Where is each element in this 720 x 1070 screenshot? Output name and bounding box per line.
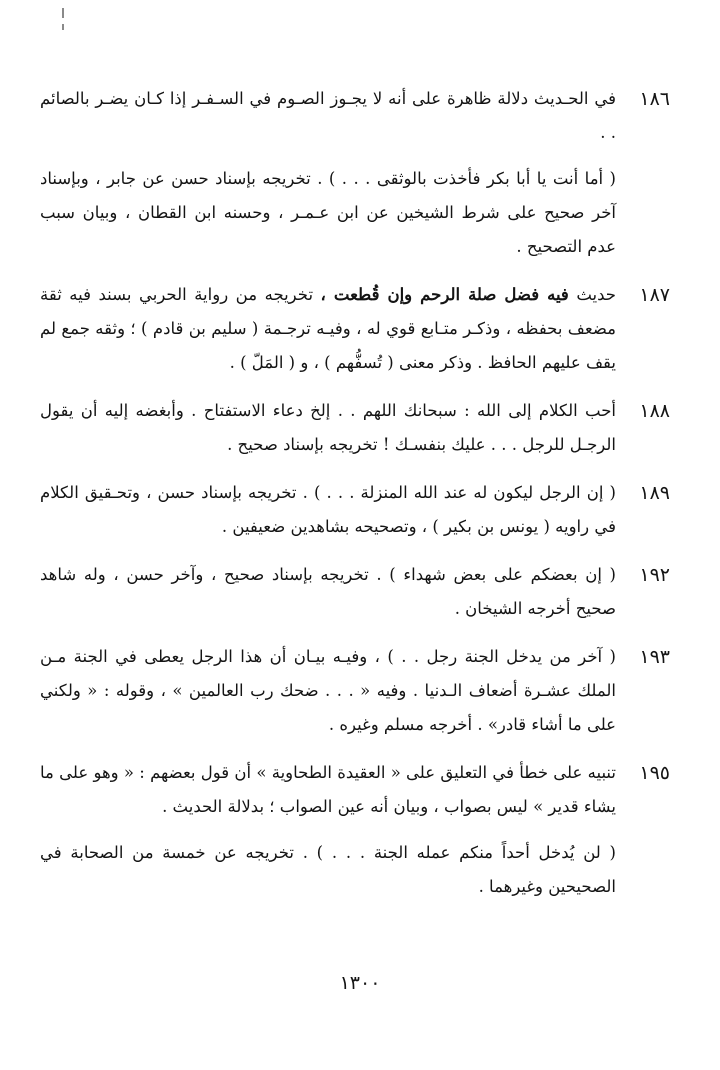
entry-number: ١٩٢ [639, 564, 670, 586]
index-entry [40, 82, 672, 264]
entry-number: ١٨٦ [639, 88, 670, 110]
entry-body [40, 82, 616, 264]
entry-body [40, 394, 616, 462]
entry-text: حديث [568, 285, 616, 304]
entry-body [40, 640, 616, 742]
entry-text: تنبيه على خطأ في التعليق على « العقيدة الطحاوية » أن قول بعضهم : « وهو على ما يشاء قدير » ليس بصواب ، وبيان أنه عين الصواب ؛ بدلالة الحديث . [40, 763, 616, 816]
entry-number: ١٩٥ [639, 762, 670, 784]
entry-paragraph [40, 162, 616, 264]
entry-text: تخريجه من رواية الحربي بسند فيه ثقة مضعف بحفظه ، وذكـر متـابع قوي له ، وفيـه ترجـمة ( سليم بن قادم ) ؛ وثقه جمع لم يقف عليهم الحافظ . وذكر معنى ( تُسفُّهم ) ، و ( المَلّ ) . [40, 285, 616, 372]
scan-mark [62, 24, 64, 30]
entry-body [40, 756, 616, 904]
entry-text: ( آخر من يدخل الجنة رجل . . ) ، وفيـه بيـان أن هذا الرجل يعطى في الجنة مـن الملك عشـرة أضعاف الـدنيا . وفيه « . . . ضحك رب العالمين » ، وقوله : « ولكني على ما أشاء قادر» . أخرجه مسلم وغيره . [40, 647, 616, 734]
entry-text: ( أما أنت يا أبا بكر فأخذت بالوثقى . . . ) . تخريجه بإسناد حسن عن جابر ، وبإسناد آخر صحيح على شرط الشيخين عن ابن عـمـر ، وحسنه ابن القطان ، وبيان سبب عدم التصحيح . [40, 169, 616, 256]
index-entry [40, 640, 672, 742]
index-entry [40, 278, 672, 380]
entry-text: ( لن يُدخل أحداً منكم عمله الجنة . . . ) . تخريجه عن خمسة من الصحابة في الصحيحين وغيرهما . [40, 843, 616, 896]
entry-paragraph [40, 640, 616, 742]
entry-paragraph [40, 756, 616, 824]
entry-number: ١٨٧ [639, 284, 670, 306]
entry-body [40, 558, 616, 626]
entry-text: ( إن بعضكم على بعض شهداء ) . تخريجه بإسناد صحيح ، وآخر حسن ، وله شاهد صحيح أخرجه الشيخان . [40, 565, 616, 618]
entry-bold-text: فيه فضل صلة الرحم وإن قُطعت ، [320, 285, 569, 304]
entry-body [40, 476, 616, 544]
index-entry [40, 394, 672, 462]
entry-paragraph [40, 836, 616, 904]
entry-number: ١٨٨ [639, 400, 670, 422]
index-entry [40, 476, 672, 544]
entry-paragraph [40, 82, 616, 150]
index-entries [40, 82, 672, 918]
entry-number: ١٨٩ [639, 482, 670, 504]
entry-body [40, 278, 616, 380]
entry-text: في الحـديث دلالة ظاهرة على أنه لا يجـوز الصـوم في السـفـر إذا كـان يضـر بالصائم . . [40, 89, 616, 142]
page-number: ١٣٠٠ [339, 972, 381, 994]
entry-paragraph [40, 278, 616, 380]
entry-paragraph [40, 558, 616, 626]
index-entry [40, 756, 672, 904]
entry-text: ( إن الرجل ليكون له عند الله المنزلة . . . ) . تخريجه بإسناد حسن ، وتحـقيق الكلام في راويه ( يونس بن بكير ) ، وتصحيحه بشاهدين ضعيفين . [40, 483, 616, 536]
entry-paragraph [40, 394, 616, 462]
entry-paragraph [40, 476, 616, 544]
scan-mark [62, 8, 64, 18]
entry-number: ١٩٣ [639, 646, 670, 668]
index-entry [40, 558, 672, 626]
entry-text: أحب الكلام إلى الله : سبحانك اللهم . . إلخ دعاء الاستفتاح . وأبغضه إليه أن يقول الرجـل للرجل . . . عليك بنفسـك ! تخريجه بإسناد صحيح . [40, 401, 616, 454]
